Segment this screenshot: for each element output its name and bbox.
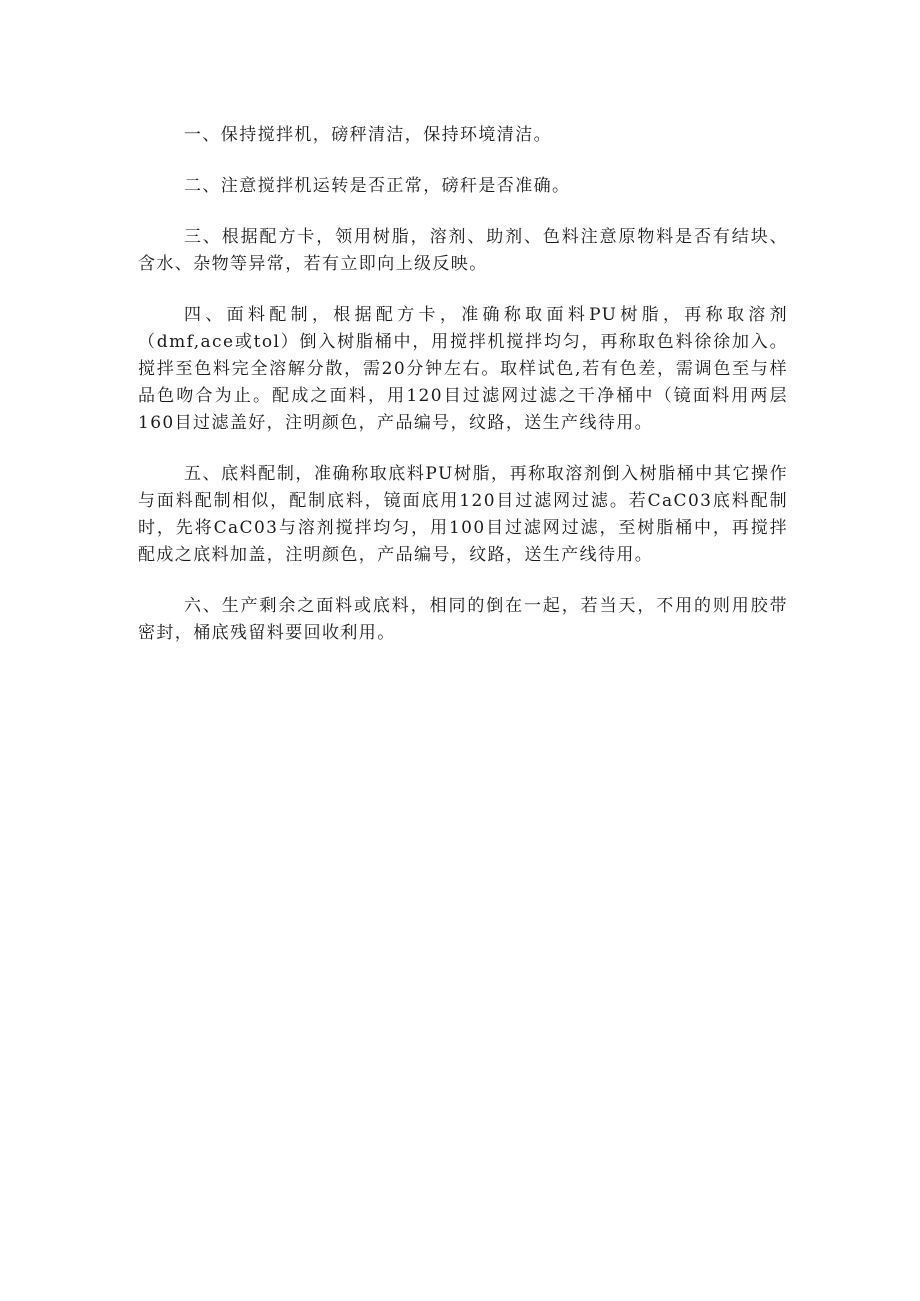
document-body — [138, 122, 788, 671]
paragraph-6: 六、生产剩余之面料或底料，相同的倒在一起，若当天，不用的则用胶带密封，桶底残留料要回收利用。 — [138, 596, 788, 643]
paragraph-4: 四、面料配制，根据配方卡，准确称取面料PU树脂，再称取溶剂（dmf,ace或tol）倒入树脂桶中，用搅拌机搅拌均匀，再称取色料徐徐加入。搅拌至色料完全溶解分散，需20分钟左右。取样试色,若有色差，需调色至与样品色吻合为止。配成之面料，用120目过滤网过滤之干净桶中（镜面料用两层160目过滤盖好，注明颜色，产品编号，纹路，送生产线待用。 — [138, 305, 788, 433]
paragraph-3: 三、根据配方卡，领用树脂，溶剂、助剂、色料注意原物料是否有结块、含水、杂物等异常，若有立即向上级反映。 — [138, 227, 788, 274]
paragraph-2: 二、注意搅拌机运转是否正常，磅秆是否准确。 — [184, 176, 571, 196]
paragraph-1: 一、保持搅拌机，磅秤清洁，保持环境清洁。 — [184, 125, 552, 145]
paragraph-5: 五、底料配制，准确称取底料PU树脂，再称取溶剂倒入树脂桶中其它操作与面料配制相似，配制底料，镜面底用120目过滤网过滤。若CaC03底料配制时，先将CaC03与溶剂搅拌均匀，用100目过滤网过滤，至树脂桶中，再搅拌配成之底料加盖，注明颜色，产品编号，纹路，送生产线待用。 — [138, 464, 788, 565]
